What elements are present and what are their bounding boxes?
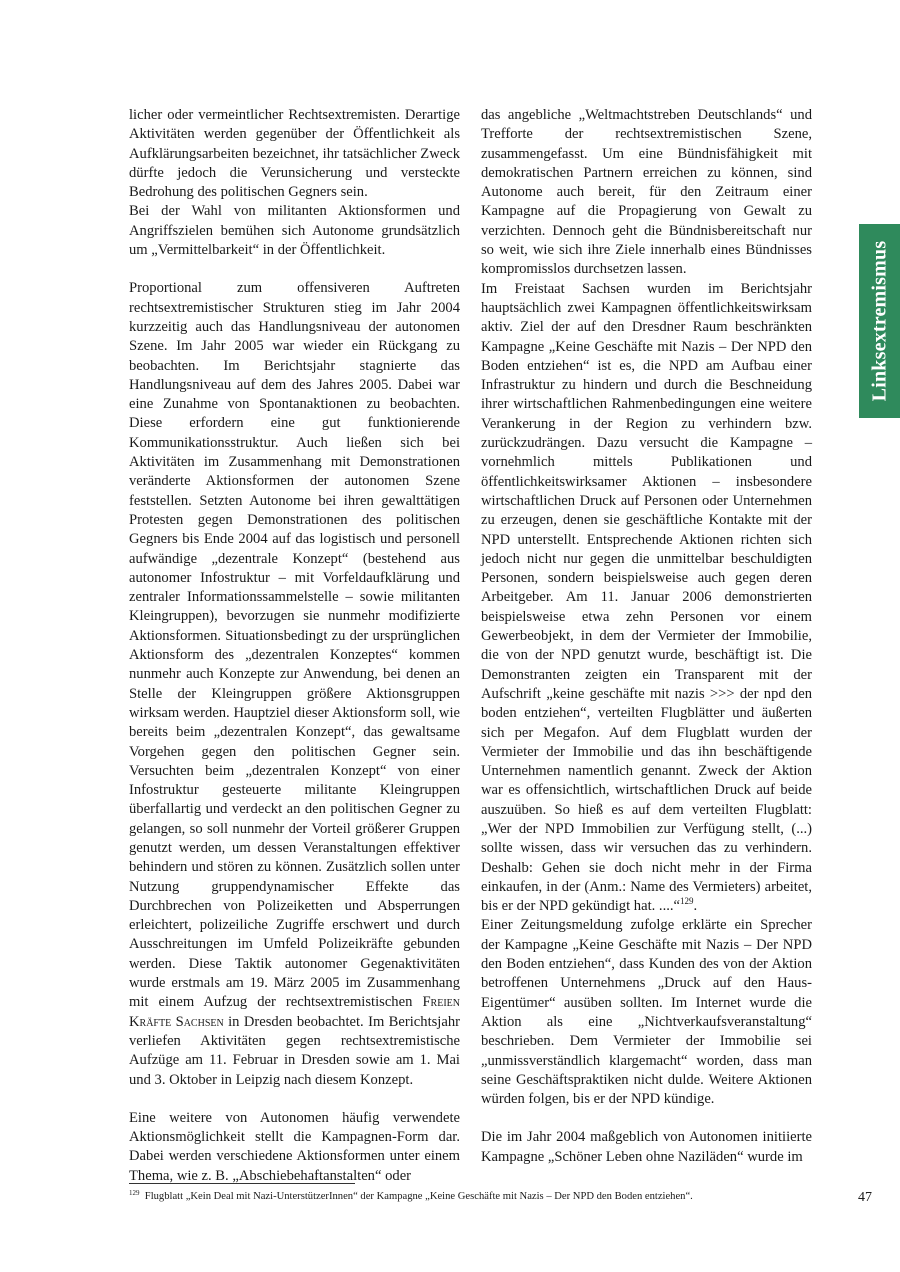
footnote-text: Flugblatt „Kein Deal mit Nazi-UnterstützerInnen“ der Kampagne „Keine Geschäfte mit Nazis – Der NPD den Boden entziehen“. — [144, 1191, 693, 1202]
page-number: 47 — [858, 1190, 872, 1205]
paragraph: Bei der Wahl von militanten Aktionsformen und Angriffszielen bemühen sich Autonome grundsätzlich um „Vermittelbarkeit“ in der Öffentlichkeit. — [129, 203, 460, 259]
section-tab — [859, 224, 900, 418]
right-column — [481, 106, 812, 1167]
footnote-reference[interactable]: 129 — [680, 896, 694, 907]
footnote-number: 129 — [129, 1189, 140, 1197]
paragraph: licher oder vermeintlicher Rechtsextremisten. Derartige Aktivitäten werden gegenüber der Öffentlichkeit als Aufklärungsarbeiten bezeichnet, ihr tatsächlicher Zweck dürfte jedoch die Verunsicherung und versteckte Bedrohung des politischen Gegners sein. — [129, 107, 460, 201]
section-tab-label: Linksextremismus — [868, 240, 890, 402]
footnote — [129, 1190, 829, 1204]
paragraph: Die im Jahr 2004 maßgeblich von Autonomen initiierte Kampagne „Schöner Leben ohne Naziläden“ wurde im — [481, 1129, 812, 1165]
paragraph-text: Proportional zum offensiveren Auftreten rechtsextremistischer Strukturen stieg im Jahr 2004 kurzzeitig auch das Handlungsniveau der autonomen Szene. Im Jahr 2005 war wieder ein Rückgang zu beobachten. Im Berichtsjahr stagnierte das Handlungsniveau auf dem des Jahres 2005. Dabei war eine Zunahme von Spontanaktionen zu beobachten. Diese erfordern eine gut funktionierende Kommunikationsstruktur. Auch ließen sich bei Aktivitäten im Zusammenhang mit Demonstrationen veränderte Aktionsformen der autonomen Szene feststellen. Setzten Autonome bei ihren gewalttätigen Protesten gegen Demonstrationen des politischen Gegners bis Ende 2004 auf das logistisch und personell aufwändige „dezentrale Konzept“ (bestehend aus autonomer Infostruktur – mit Vorfeldaufklärung und zentraler Informationssammelstelle – sowie militanten Kleingruppen), bevorzugen sie nunmehr modifizierte Aktionsformen. Situationsbedingt zu der ursprünglichen Aktionsform des „dezentralen Konzeptes“ kommen nunmehr auch Konzepte zur Anwendung, bei denen an Stelle der Kleingruppen größere Aktionsgruppen wirksam werden. Hauptziel dieser Aktionsform soll, wie bereits beim „dezentralen Konzept“, das gewaltsame Vorgehen gegen den politischen Gegner sein. Versuchten beim „dezentralen Konzept“ von einer Infostruktur gesteuerte militante Kleingruppen überfallartig und verdeckt an den politischen Gegner zu gelangen, so soll nunmehr der Vorteil größerer Gruppen genutzt werden, um dessen Veranstaltungen effektiver behindern und stören zu können. Zusätzlich sollen unter Nutzung gruppendynamischer Effekte das Durchbrechen von Polizeiketten und Absperrungen erleichtert, polizeiliche Zugriffe erschwert und durch Ausschreitungen im Umfeld Polizeikräfte gebunden werden. Diese Taktik autonomer Gegenaktivitäten wurde erstmals am 19. März 2005 im Zusammenhang mit einem Aufzug der rechtsextremistischen — [129, 280, 460, 1011]
footnote-divider — [129, 1183, 355, 1184]
paragraph: Im Freistaat Sachsen wurden im Berichtsjahr hauptsächlich zwei Kampagnen öffentlichkeitswirksam aktiv. Ziel der auf den Dresdner Raum beschränkten Kampagne „Keine Geschäfte mit Nazis – Der NPD den Boden entziehen“ ist es, die NPD am Aufbau einer Infrastruktur zu hindern und durch die Beschneidung ihrer wirtschaftlichen Rahmenbedingungen eine weitere Verankerung in der Region zu verhindern bzw. zurückzudrängen. Dazu versucht die Kampagne – vornehmlich mittels Publikationen und öffentlichkeitswirksamer Aktionen – insbesondere wirtschaftlichen Druck auf Personen oder Unternehmen zu erzeugen, denen sie geschäftliche Kontakte mit der NPD unterstellt. Entsprechende Aktionen richten sich jedoch nicht nur gegen die unmittelbar beschuldigten Personen, sondern beispielsweise auch gegen deren Arbeitgeber. Am 11. Januar 2006 demonstrierten beispielsweise etwa zehn Personen vor einem Gewerbeobjekt, in dem der Vermieter der Immobilie, die von der NPD genutzt wurde, beschäftigt ist. Die Demonstranten zeigten ein Transparent mit der Aufschrift „keine geschäfte mit nazis >>> der npd den boden entziehen“, verteilten Flugblätter und äußerten sich per Megafon. Auf dem Flugblatt wurden der Vermieter der Immobilie und das ihn beschäftigende Unternehmen namentlich genannt. Zweck der Aktion war es offensichtlich, wirtschaftlichen Druck auf beide auszuüben. So hieß es auf dem verteilten Flugblatt: „Wer der NPD Immobilien zur Verfügung stellt, (...) sollte wissen, dass wir versuchen das zu verhindern. Deshalb: Gehen sie doch nicht mehr in der Firma einkaufen, in der (Anm.: Name des Vermieters) arbeitet, bis er der NPD gekündigt hat. ....“$^{129}$. — [481, 280, 812, 915]
paragraph: Einer Zeitungsmeldung zufolge erklärte ein Sprecher der Kampagne „Keine Geschäfte mit Nazis – Der NPD den Boden entziehen“, dass Kunden des von der Aktion betroffenen Unternehmens „Druck auf den Haus-Eigentümer“ ausüben sollten. Im Internet wurde die Aktion als eine „Nichtverkaufsveranstaltung“ beschrieben. Dem Vermieter der Immobilie sei „unmissverständlich klargemacht“ worden, dass man seine Geschäftspraktiken nicht dulde. Weitere Aktionen würden folgen, bis er der NPD kündige. — [481, 917, 812, 1108]
paragraph: das angebliche „Weltmachtstreben Deutschlands“ und Trefforte der rechtsextremistischen Szene, zusammengefasst. Um eine Bündnisfähigkeit mit demokratischen Partnern erreichen zu können, sind Autonome auch bereit, für den Zeitraum einer Kampagne auf die Propagierung von Gewalt zu verzichten. Dennoch geht die Bündnisbereitschaft nur so weit, wie sich ihre Ziele innerhalb eines Bündnisses kompromisslos durchsetzen lassen. — [481, 107, 812, 278]
paragraph — [129, 279, 460, 1089]
paragraph-text: in Dresden beobachtet. Im Berichtsjahr verliefen Aktivitäten gegen rechtsextremistische Aufzüge am 11. Februar in Dresden sowie am 1. Mai und 3. Oktober in Leipzig nach diesem Konzept. — [129, 1013, 460, 1088]
organization-name: Freien Kräfte Sachsen — [129, 994, 460, 1030]
paragraph-text: Im Freistaat Sachsen wurden im Berichtsjahr hauptsächlich zwei Kampagnen öffentlichkeitswirksam aktiv. Ziel der auf den Dresdner Raum beschränkten Kampagne „Keine Geschäfte mit Nazis – Der NPD den Boden entziehen“ ist es, die NPD am Aufbau einer Infrastruktur zu hindern und durch die Beschneidung ihrer wirtschaftlichen Rahmenbedingungen eine weitere Verankerung in der Region zu verhindern bzw. zurückzudrängen. Dazu versucht die Kampagne – vornehmlich mittels Publikationen und öffentlichkeitswirksamer Aktionen – insbesondere wirtschaftlichen Druck auf Personen oder Unternehmen zu erzeugen, denen sie geschäftliche Kontakte mit der NPD unterstellt. Entsprechende Aktionen richten sich jedoch nicht nur gegen die unmittelbar beschuldigten Personen, sondern beispielsweise auch gegen deren Arbeitgeber. Am 11. Januar 2006 demonstrierten beispielsweise etwa zehn Personen vor einem Gewerbeobjekt, in dem der Vermieter der Immobilie, die von der NPD genutzt wurde, beschäftigt ist. Die Demonstranten zeigten ein Transparent mit der Aufschrift „keine geschäfte mit nazis >>> der npd den boden entziehen“, verteilten Flugblätter und äußerten sich per Megafon. Auf dem Flugblatt wurden der Vermieter der Immobilie und das ihn beschäftigende Unternehmen namentlich genannt. Zweck der Aktion war es offensichtlich, wirtschaftlichen Druck auf beide auszuüben. So hieß es auf dem verteilten Flugblatt: „Wer der NPD Immobilien zur Verfügung stellt, (...) sollte wissen, dass wir versuchen das zu verhindern. Deshalb: Gehen sie doch nicht mehr in der Firma einkaufen, in der (Anm.: Name des Vermieters) arbeitet, bis er der NPD gekündigt hat. ....“ — [481, 280, 812, 915]
paragraph: Eine weitere von Autonomen häufig verwendete Aktionsmöglichkeit stellt die Kampagnen-Form dar. Dabei werden verschiedene Aktionsformen unter einem Thema, wie z. B. „Abschiebehaftanstalten“ oder — [129, 1109, 460, 1184]
left-column — [129, 106, 460, 1186]
